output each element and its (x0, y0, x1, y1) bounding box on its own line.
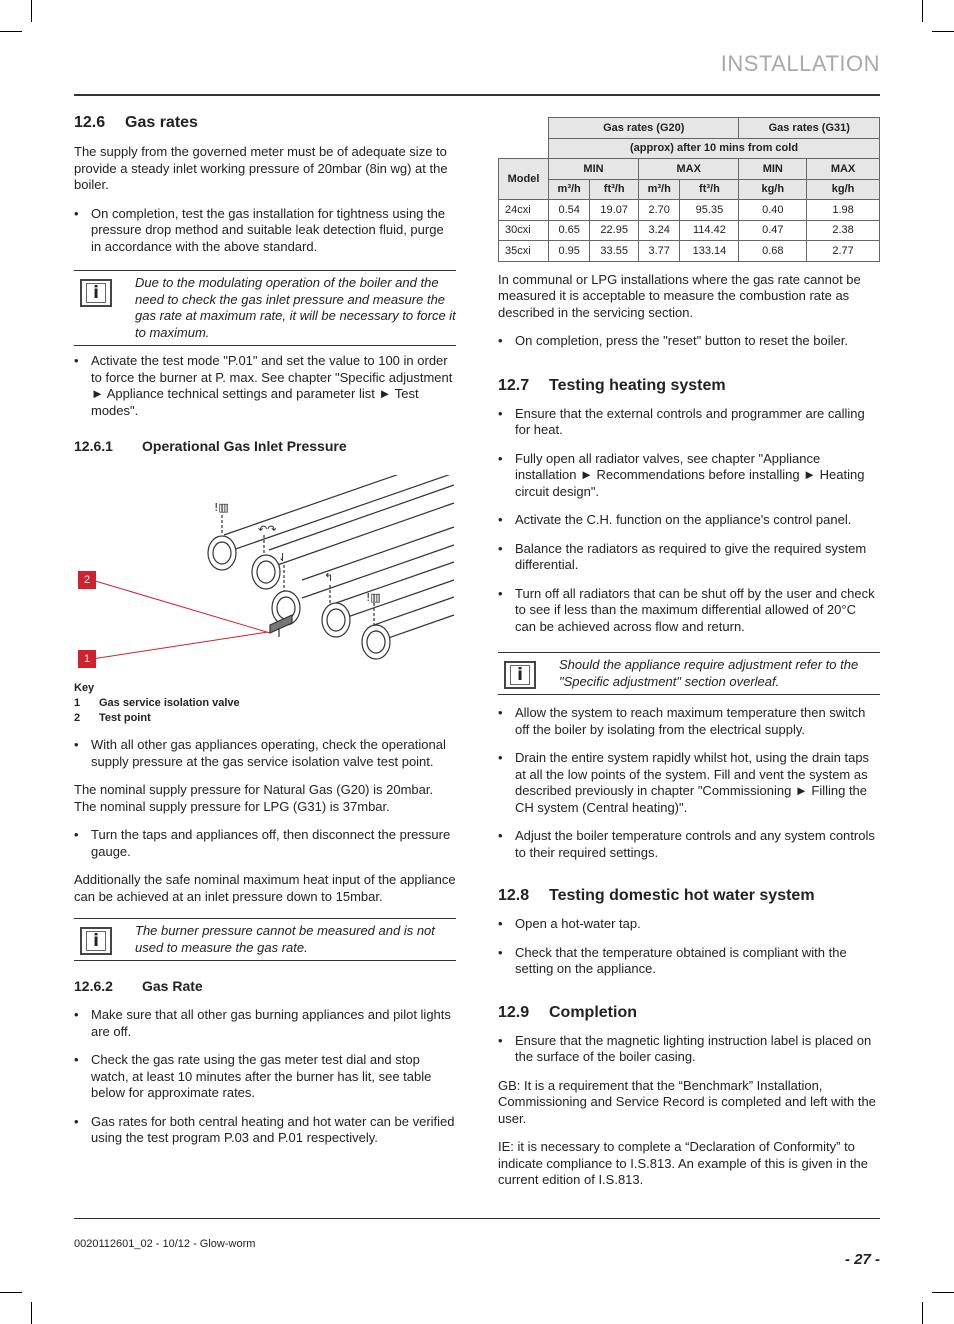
key-title: Key (74, 682, 95, 694)
info-note (74, 270, 456, 346)
gas-rates-table (498, 117, 880, 262)
paragraph: In communal or LPG installations where the gas rate cannot be measured it is acceptable to measure the combustion rate as described in the servicing section. (498, 271, 861, 320)
bullet-list (74, 353, 456, 419)
section-number: 12.6.1 (74, 438, 113, 454)
paragraph: The supply from the governed meter must be of adequate size to provide a steady inlet working pressure of 20mbar (8in wg) at the boiler. (74, 144, 448, 192)
gas-valve-illustration (74, 475, 456, 675)
svg-text:↰: ↰ (324, 571, 334, 584)
bullet-list (74, 1007, 456, 1147)
footer-document-id: 0020112601_02 - 10/12 - Glow-worm (74, 1238, 256, 1250)
bullet-list (498, 333, 880, 350)
right-column (498, 117, 880, 1189)
paragraph: The nominal supply pressure for LPG (G31) is 37mbar. (74, 798, 390, 814)
table-header-min: MIN (549, 159, 639, 180)
key-label: Test point (99, 712, 151, 724)
note-text: The burner pressure cannot be measured and is not used to measure the gas rate. (135, 923, 435, 955)
table-cell: 0.68 (739, 241, 807, 262)
paragraph: Additionally the safe nominal maximum heat input of the appliance can be achieved at an inlet pressure down to 15mbar. (74, 872, 456, 904)
callout-2: 2 (78, 571, 96, 589)
table-unit: kg/h (807, 179, 880, 200)
key-number: 1 (74, 697, 81, 709)
section-title: Gas rates (125, 114, 198, 131)
list-item: • On completion, test the gas installation for tightness using the pressure drop method and suitable leak detection fluid, purge in accordance with the above standard. (74, 206, 456, 256)
footer-rule (74, 1218, 880, 1219)
table-cell: 114.42 (680, 220, 739, 241)
table-cell: 22.95 (590, 220, 639, 241)
table-header-model: Model (499, 159, 549, 200)
crop-mark (0, 1292, 22, 1293)
table-header-g31: Gas rates (G31) (739, 118, 880, 139)
table-row (499, 220, 880, 241)
table-cell: 1.98 (807, 200, 880, 221)
section-heading-12-6 (74, 113, 456, 133)
section-number: 12.6 (74, 114, 106, 131)
list-item: • Gas rates for both central heating and hot water can be verified using the test program P.03 and P.01 respectively. (74, 1114, 456, 1147)
list-item: • With all other gas appliances operating, check the operational supply pressure at the gas service isolation valve test point. (74, 737, 456, 770)
table-cell: 0.40 (739, 200, 807, 221)
paragraph: The nominal supply pressure for Natural Gas (G20) is 20mbar. (74, 782, 434, 797)
section-number: 12.9 (498, 1003, 530, 1021)
page-header-title: INSTALLATION (720, 51, 880, 76)
table-header-approx: (approx) after 10 mins from cold (549, 138, 880, 159)
svg-text:⇃: ⇃ (278, 551, 288, 564)
list-item: • Turn off all radiators that can be shut off by the user and check to see if less than the maximum differential allowed of 20°C can be achieved across flow and return. (498, 586, 880, 636)
subsection-heading-12-6-2 (74, 977, 456, 995)
table-cell: 0.47 (739, 220, 807, 241)
table-cell: 33.55 (590, 241, 639, 262)
page-number: - 27 - (844, 1251, 880, 1268)
table-unit: kg/h (739, 179, 807, 200)
note-text: Should the appliance require adjustment refer to the "Specific adjustment" section overleaf. (559, 657, 859, 689)
crop-mark (932, 31, 954, 32)
list-item: • Drain the entire system rapidly whilst hot, using the drain taps at all the low points of the system. Fill and vent the system as described previously in chapter "Commissioning ► Filling the CH system (Central heating)". (498, 750, 880, 816)
info-icon: i (80, 927, 112, 955)
list-item: • Balance the radiators as required to give the required system differential. (498, 541, 880, 574)
table-unit: ft³/h (680, 179, 739, 200)
list-item: • Check that the temperature obtained is compliant with the setting on the appliance. (498, 945, 880, 978)
key-number: 2 (74, 712, 81, 724)
info-note (74, 918, 456, 961)
bullet-list (498, 1033, 880, 1066)
section-title: Completion (549, 1003, 637, 1021)
list-item: • Ensure that the external controls and programmer are calling for heat. (498, 406, 880, 439)
table-cell: 30cxi (499, 220, 549, 241)
table-header-max: MAX (639, 159, 739, 180)
crop-mark (922, 1302, 923, 1324)
section-title: Operational Gas Inlet Pressure (142, 438, 347, 454)
table-cell: 3.24 (639, 220, 680, 241)
svg-text:↶↷: ↶↷ (258, 523, 277, 536)
crop-mark (31, 0, 32, 22)
key-item (74, 711, 456, 726)
section-heading-12-7 (498, 376, 880, 396)
bullet-list (74, 737, 456, 770)
section-title: Testing domestic hot water system (549, 887, 815, 904)
table-unit: m³/h (549, 179, 590, 200)
list-item: • Open a hot-water tap. (498, 916, 880, 933)
table-cell: 133.14 (680, 241, 739, 262)
table-cell: 0.95 (549, 241, 590, 262)
bullet-list (498, 705, 880, 861)
crop-mark (0, 31, 22, 32)
table-row (499, 241, 880, 262)
header-rule (74, 94, 880, 96)
crop-mark (922, 0, 923, 22)
list-item: • Allow the system to reach maximum temperature then switch off the boiler by isolating from the electrical supply. (498, 705, 880, 738)
info-note (498, 652, 880, 695)
figure-key (74, 681, 456, 726)
list-item: • Fully open all radiator valves, see chapter "Appliance installation ► Recommendations before installing ► Heating circuit design". (498, 451, 880, 501)
table-cell: 19.07 (590, 200, 639, 221)
bullet-list (74, 206, 456, 256)
table-header-g20: Gas rates (G20) (549, 118, 739, 139)
table-header-min: MIN (739, 159, 807, 180)
crop-mark (932, 1292, 954, 1293)
section-heading-12-9 (498, 1003, 880, 1023)
section-title: Gas Rate (142, 978, 203, 994)
section-heading-12-8 (498, 886, 880, 906)
table-header-max: MAX (807, 159, 880, 180)
crop-mark (31, 1302, 32, 1324)
pipe-valve-drawing (74, 475, 456, 675)
bullet-list (498, 406, 880, 636)
callout-1: 1 (78, 650, 96, 668)
table-row (499, 200, 880, 221)
list-item: • Turn the taps and appliances off, then disconnect the pressure gauge. (74, 827, 456, 860)
key-label: Gas service isolation valve (99, 697, 240, 709)
note-text: Due to the modulating operation of the boiler and the need to check the gas inlet pressure and measure the gas rate at maximum rate, it will be necessary to force it to maximum. (135, 275, 456, 340)
paragraph: IE: it is necessary to complete a “Declaration of Conformity” to indicate compliance to I.S.813. An example of this is given in the current edition of I.S.813. (498, 1139, 868, 1187)
table-cell: 95.35 (680, 200, 739, 221)
section-title: Testing heating system (549, 376, 726, 394)
svg-text:!▥: !▥ (214, 501, 229, 514)
bullet-list (74, 827, 456, 860)
list-item: • Adjust the boiler temperature controls and any system controls to their required settings. (498, 828, 880, 861)
section-number: 12.6.2 (74, 978, 113, 994)
table-cell: 35cxi (499, 241, 549, 262)
list-item: • Activate the C.H. function on the appliance's control panel. (498, 512, 880, 529)
left-column (74, 113, 456, 1147)
list-item: • Check the gas rate using the gas meter test dial and stop watch, at least 10 minutes after the burner has lit, see table below for approximate rates. (74, 1052, 456, 1102)
table-unit: ft³/h (590, 179, 639, 200)
list-item: • Ensure that the magnetic lighting instruction label is placed on the surface of the boiler casing. (498, 1033, 880, 1066)
section-number: 12.8 (498, 887, 530, 904)
list-item: • Activate the test mode "P.01" and set the value to 100 in order to force the burner at P. max. See chapter "Specific adjustment ► Appliance technical settings and parameter list ► Test modes". (74, 353, 456, 419)
table-cell: 0.65 (549, 220, 590, 241)
table-cell: 2.70 (639, 200, 680, 221)
table-unit: m³/h (639, 179, 680, 200)
info-icon: i (80, 279, 112, 307)
table-cell: 3.77 (639, 241, 680, 262)
key-item (74, 696, 456, 711)
info-icon: i (504, 661, 536, 689)
table-cell: 2.38 (807, 220, 880, 241)
bullet-list (498, 916, 880, 978)
table-cell: 24cxi (499, 200, 549, 221)
table-cell: 2.77 (807, 241, 880, 262)
list-item: • On completion, press the "reset" button to reset the boiler. (498, 333, 880, 350)
paragraph: GB: It is a requirement that the “Benchmark” Installation, Commissioning and Service Record is completed and left with the user. (498, 1077, 876, 1126)
table-cell: 0.54 (549, 200, 590, 221)
svg-text:!▥: !▥ (366, 591, 381, 604)
list-item: • Make sure that all other gas burning appliances and pilot lights are off. (74, 1007, 456, 1040)
subsection-heading-12-6-1 (74, 437, 456, 455)
section-number: 12.7 (498, 376, 530, 394)
